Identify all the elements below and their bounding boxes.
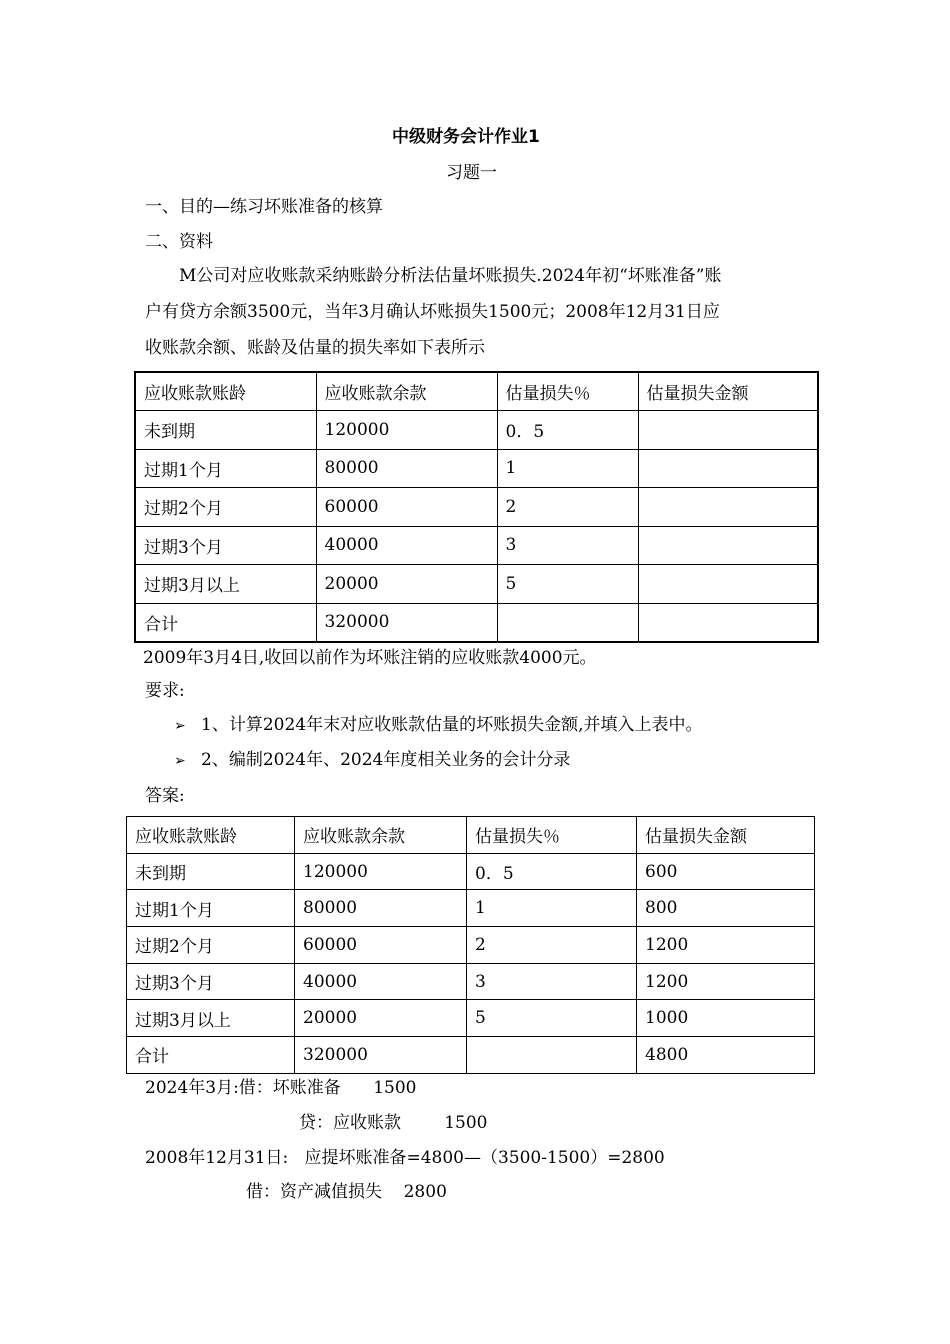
table-row <box>135 449 818 488</box>
table-total-row <box>127 1037 815 1074</box>
journal-entry-provision: 2008年12月31日: 应提坏账准备=4800—（3500-1500）=2800 <box>145 1148 665 1168</box>
journal-entry-debit-1: 2024年3月:借：坏账准备 1500 <box>145 1078 417 1098</box>
table-cell <box>638 526 818 565</box>
table-cell: 合计 <box>127 1037 295 1074</box>
table-row <box>135 526 818 565</box>
table-cell: 未到期 <box>135 411 316 450</box>
header-aging: 应收账款账龄 <box>135 372 316 411</box>
requirements-label: 要求: <box>145 681 185 701</box>
table-cell: 2 <box>467 927 637 964</box>
answer-label: 答案: <box>145 786 185 806</box>
table-cell <box>497 603 638 642</box>
table-cell: 过期2个月 <box>127 927 295 964</box>
table-cell: 未到期 <box>127 853 295 890</box>
table-cell: 3 <box>467 963 637 1000</box>
header-loss-amount: 估量损失金额 <box>637 817 815 854</box>
table-cell: 过期2个月 <box>135 488 316 527</box>
table-cell: 20000 <box>295 1000 467 1037</box>
table-cell <box>638 565 818 604</box>
arrow-bullet-icon: ➢ <box>174 718 186 734</box>
header-loss-amount: 估量损失金额 <box>638 372 818 411</box>
table-cell: 2 <box>497 488 638 527</box>
material-paragraph-line-3: 收账款余额、账龄及估量的损失率如下表所示 <box>145 338 485 358</box>
table-cell: 60000 <box>316 488 497 527</box>
table-cell: 1 <box>467 890 637 927</box>
table-cell: 120000 <box>295 853 467 890</box>
table-cell <box>638 411 818 450</box>
table-cell: 20000 <box>316 565 497 604</box>
aging-table-answer <box>126 816 815 1074</box>
table-cell <box>638 603 818 642</box>
table-cell: 320000 <box>316 603 497 642</box>
table-cell: 800 <box>637 890 815 927</box>
table-row <box>127 890 815 927</box>
table-header-row <box>135 372 818 411</box>
table-cell: 80000 <box>295 890 467 927</box>
table-cell: 3 <box>497 526 638 565</box>
table-cell: 40000 <box>316 526 497 565</box>
table-row <box>135 565 818 604</box>
table-cell: 过期3月以上 <box>127 1000 295 1037</box>
table-cell: 5 <box>467 1000 637 1037</box>
table-cell <box>638 449 818 488</box>
table-cell: 过期3月以上 <box>135 565 316 604</box>
section-materials: 二、资料 <box>145 232 213 252</box>
document-title: 中级财务会计作业1 <box>392 127 540 147</box>
aging-table-question <box>134 371 819 643</box>
table-cell: 1200 <box>637 963 815 1000</box>
header-loss-rate: 估量损失％ <box>467 817 637 854</box>
requirement-item-1 <box>174 715 702 736</box>
table-cell <box>467 1037 637 1074</box>
requirement-text: 1、计算2024年末对应收账款估量的坏账损失金额,并填入上表中。 <box>201 715 703 735</box>
table-total-row <box>135 603 818 642</box>
requirement-item-2 <box>174 750 570 771</box>
table-cell: 40000 <box>295 963 467 1000</box>
table-cell: 合计 <box>135 603 316 642</box>
arrow-bullet-icon: ➢ <box>174 753 186 769</box>
material-paragraph-line-1: M公司对应收账款采纳账龄分析法估量坏账损失.2024年初“坏账准备”账 <box>179 266 722 286</box>
table-cell: 0．5 <box>497 411 638 450</box>
exercise-subtitle: 习题一 <box>446 163 497 183</box>
table-cell: 4800 <box>637 1037 815 1074</box>
table-row <box>127 927 815 964</box>
table-cell <box>638 488 818 527</box>
header-balance: 应收账款余款 <box>295 817 467 854</box>
table-cell: 5 <box>497 565 638 604</box>
table-cell: 60000 <box>295 927 467 964</box>
table-cell: 320000 <box>295 1037 467 1074</box>
table-cell: 0．5 <box>467 853 637 890</box>
journal-entry-debit-2: 借：资产减值损失 2800 <box>246 1182 447 1202</box>
header-loss-rate: 估量损失％ <box>497 372 638 411</box>
table-cell: 600 <box>637 853 815 890</box>
table-cell: 1000 <box>637 1000 815 1037</box>
recovery-note: 2009年3月4日,收回以前作为坏账注销的应收账款4000元。 <box>143 648 597 668</box>
table-cell: 120000 <box>316 411 497 450</box>
table-cell: 过期3个月 <box>127 963 295 1000</box>
section-objective: 一、目的—练习坏账准备的核算 <box>145 197 383 217</box>
table-row <box>135 488 818 527</box>
table-cell: 1 <box>497 449 638 488</box>
table-row <box>127 1000 815 1037</box>
table-cell: 过期3个月 <box>135 526 316 565</box>
table-cell: 过期1个月 <box>127 890 295 927</box>
table-cell: 80000 <box>316 449 497 488</box>
journal-entry-credit-1: 贷：应收账款 1500 <box>299 1113 488 1133</box>
header-balance: 应收账款余款 <box>316 372 497 411</box>
table-cell: 过期1个月 <box>135 449 316 488</box>
header-aging: 应收账款账龄 <box>127 817 295 854</box>
table-cell: 1200 <box>637 927 815 964</box>
table-header-row <box>127 817 815 854</box>
material-paragraph-line-2: 户有贷方余额3500元，当年3月确认坏账损失1500元；2008年12月31日应 <box>145 302 720 322</box>
requirement-text: 2、编制2024年、2024年度相关业务的会计分录 <box>201 750 571 770</box>
table-row <box>135 411 818 450</box>
table-row <box>127 853 815 890</box>
table-row <box>127 963 815 1000</box>
